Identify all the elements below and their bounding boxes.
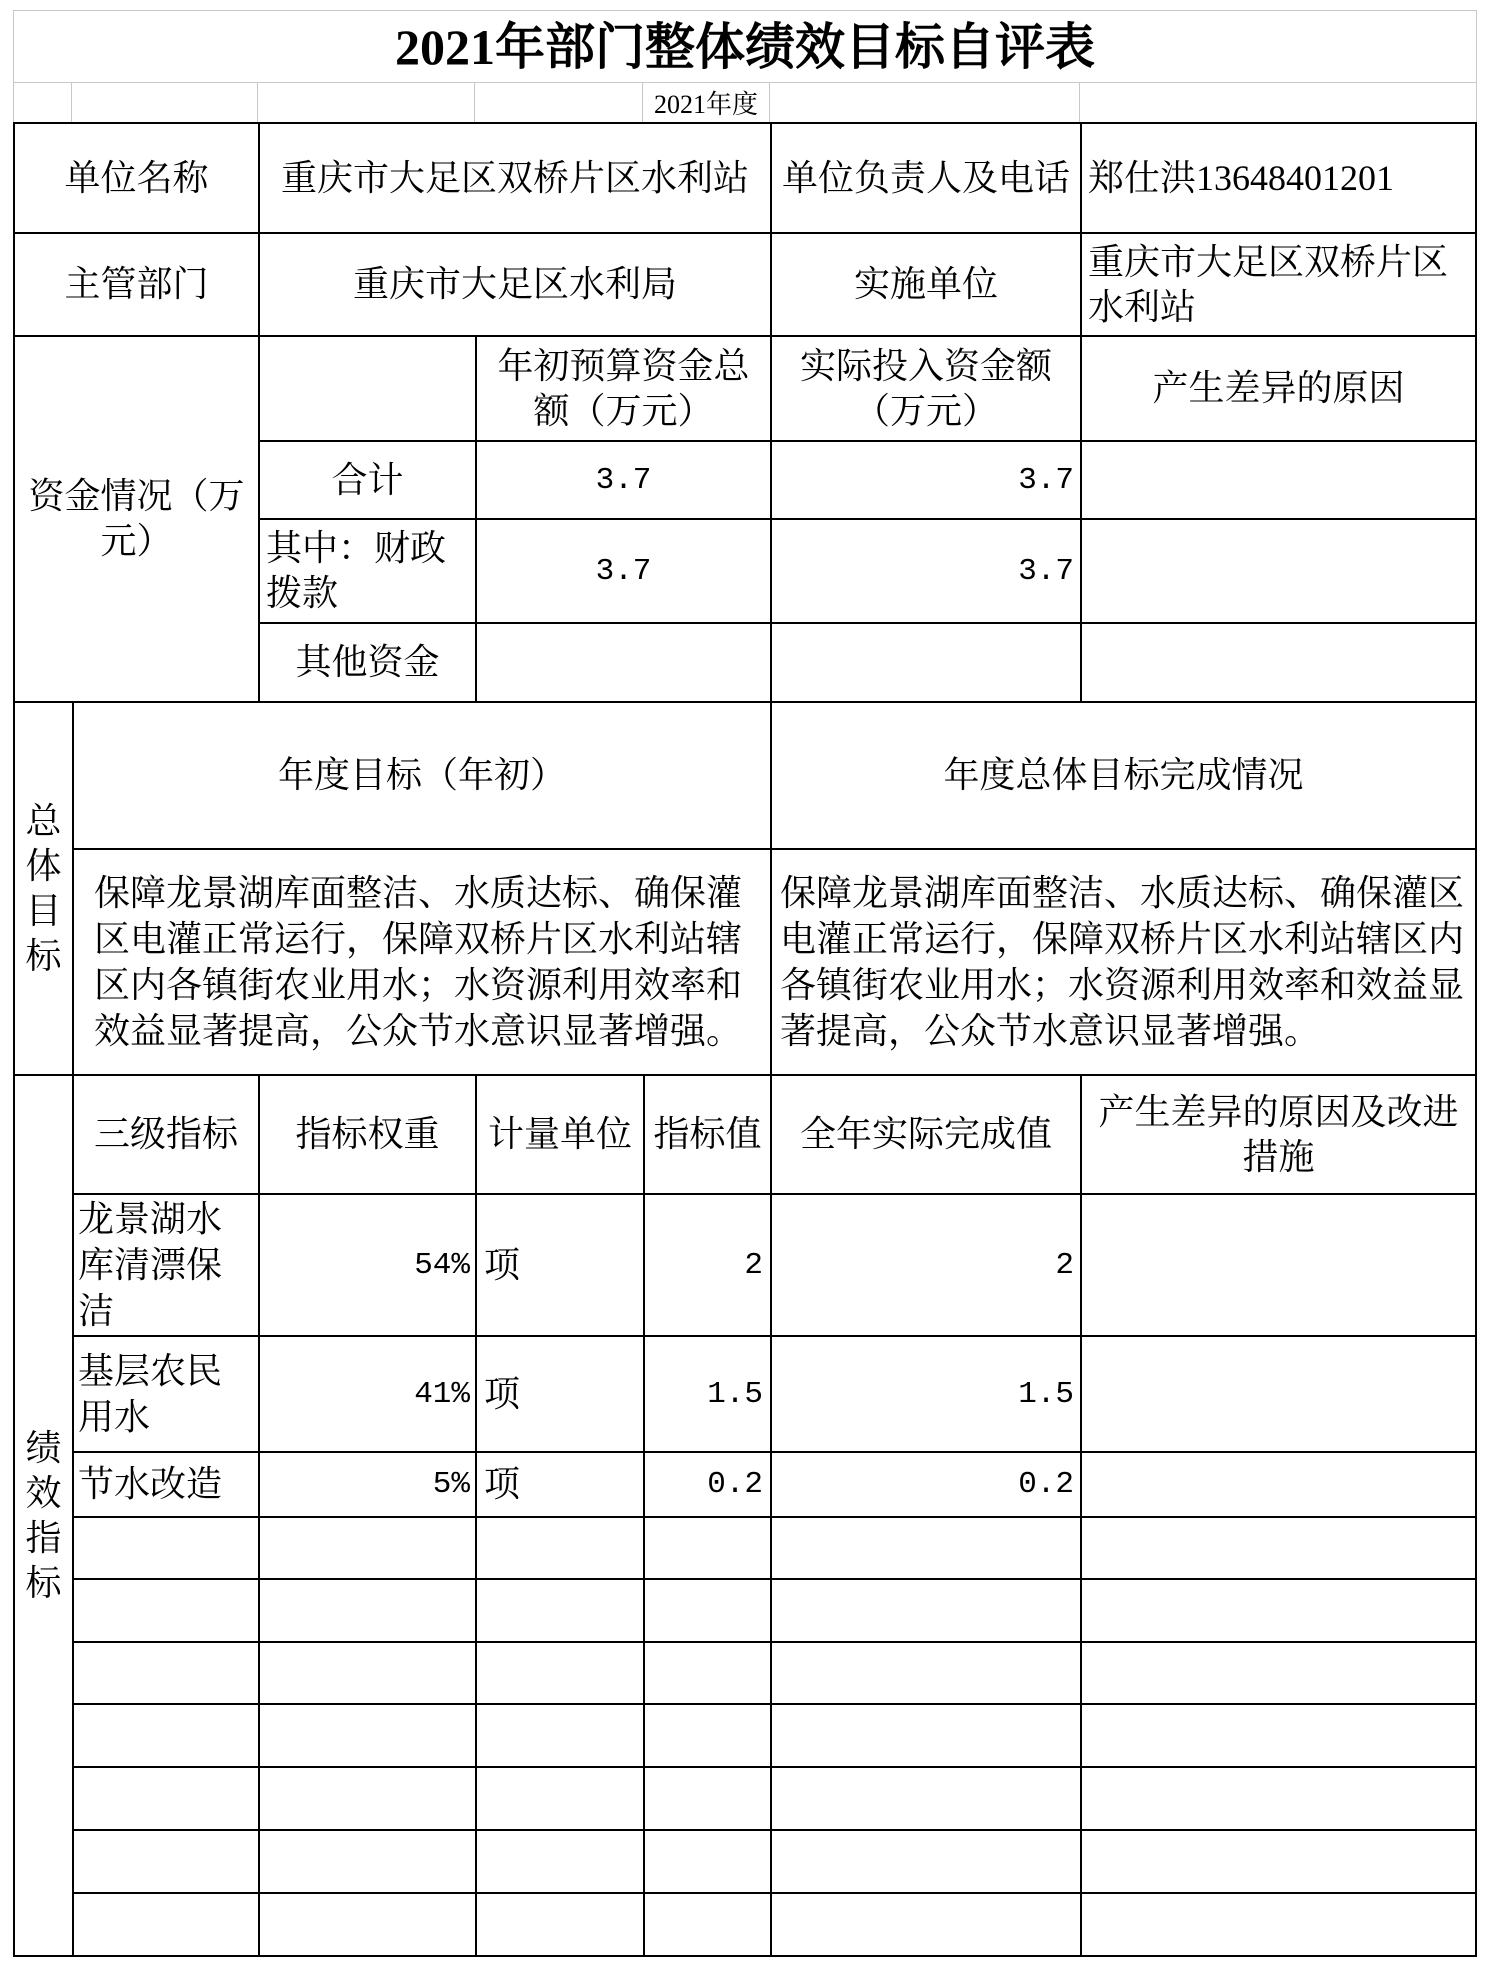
blank-cell	[1080, 83, 1477, 122]
empty-cell	[260, 1705, 475, 1766]
funds-row-name: 其他资金	[260, 624, 475, 701]
annual-goal-header: 年度目标（年初）	[74, 703, 770, 848]
blank-cell	[258, 83, 475, 122]
empty-cell	[74, 1580, 258, 1641]
empty-cell	[477, 1580, 643, 1641]
empty-cell	[1082, 1643, 1475, 1703]
unit-header: 计量单位	[477, 1076, 643, 1193]
empty-cell	[260, 1580, 475, 1641]
empty-cell	[477, 1705, 643, 1766]
empty-cell	[645, 1768, 770, 1829]
indicator-target: 2	[645, 1195, 770, 1335]
funds-reason-header: 产生差异的原因	[1082, 337, 1475, 440]
unit-name-label: 单位名称	[15, 124, 258, 232]
evaluation-table	[13, 122, 1477, 1957]
completion-text: 保障龙景湖库面整洁、水质达标、确保灌区电灌正常运行，保障双桥片区水利站辖区内各镇街农业用水；水资源利用效率和效益显著提高，公众节水意识显著增强。	[772, 850, 1475, 1074]
empty-cell	[1082, 1705, 1475, 1766]
empty-cell	[1082, 1768, 1475, 1829]
empty-cell	[772, 1705, 1080, 1766]
indicator-name: 龙景湖水库清漂保洁	[74, 1195, 258, 1335]
blank-cell	[770, 83, 1080, 122]
empty-cell	[477, 1894, 643, 1955]
department-label: 主管部门	[15, 234, 258, 335]
funds-row-name: 合计	[260, 442, 475, 518]
empty-cell	[260, 1518, 475, 1578]
indicator-actual: 0.2	[772, 1453, 1080, 1516]
empty-cell	[260, 1831, 475, 1892]
empty-cell	[74, 1894, 258, 1955]
indicator-unit: 项	[477, 1337, 643, 1451]
funds-label: 资金情况（万元）	[15, 337, 258, 701]
indicator-target: 1.5	[645, 1337, 770, 1451]
empty-cell	[74, 1518, 258, 1578]
indicator-header: 三级指标	[74, 1076, 258, 1193]
annual-goal-text: 保障龙景湖库面整洁、水质达标、确保灌区电灌正常运行，保障双桥片区水利站辖区内各镇街农业用水；水资源利用效率和效益显著提高，公众节水意识显著增强。	[74, 850, 770, 1074]
indicator-unit: 项	[477, 1453, 643, 1516]
completion-header: 年度总体目标完成情况	[772, 703, 1475, 848]
indicator-weight: 54%	[260, 1195, 475, 1335]
empty-cell	[477, 624, 770, 701]
empty-cell	[1082, 520, 1475, 622]
indicator-weight: 41%	[260, 1337, 475, 1451]
unit-name-value: 重庆市大足区双桥片区水利站	[260, 124, 770, 232]
empty-cell	[74, 1768, 258, 1829]
empty-cell	[477, 1768, 643, 1829]
target-header: 指标值	[645, 1076, 770, 1193]
blank-cell	[72, 83, 258, 122]
empty-cell	[1082, 1453, 1475, 1516]
leader-label: 单位负责人及电话	[772, 124, 1080, 232]
empty-cell	[477, 1643, 643, 1703]
empty-cell	[260, 1768, 475, 1829]
report-title: 2021年部门整体绩效目标自评表	[13, 10, 1477, 83]
funds-row-actual: 3.7	[772, 442, 1080, 518]
empty-cell	[645, 1831, 770, 1892]
empty-cell	[1082, 1337, 1475, 1451]
empty-cell	[645, 1580, 770, 1641]
implementer-value: 重庆市大足区双桥片区水利站	[1082, 234, 1475, 335]
performance-label: 绩效指标	[15, 1076, 72, 1955]
indicator-name: 节水改造	[74, 1453, 258, 1516]
empty-cell	[645, 1643, 770, 1703]
funds-row-budget: 3.7	[477, 520, 770, 622]
weight-header: 指标权重	[260, 1076, 475, 1193]
blank-cell	[475, 83, 643, 122]
actual-header: 全年实际完成值	[772, 1076, 1080, 1193]
empty-cell	[477, 1518, 643, 1578]
indicator-actual: 2	[772, 1195, 1080, 1335]
empty-cell	[1082, 1580, 1475, 1641]
reason-header: 产生差异的原因及改进措施	[1082, 1076, 1475, 1193]
indicator-target: 0.2	[645, 1453, 770, 1516]
overall-goal-label: 总体目标	[15, 703, 72, 1074]
empty-cell	[477, 1831, 643, 1892]
empty-cell	[772, 1518, 1080, 1578]
year-row	[13, 83, 1477, 122]
empty-cell	[645, 1705, 770, 1766]
empty-cell	[260, 1643, 475, 1703]
leader-value: 郑仕洪13648401201	[1082, 124, 1475, 232]
empty-cell	[772, 1643, 1080, 1703]
indicator-actual: 1.5	[772, 1337, 1080, 1451]
empty-cell	[1082, 442, 1475, 518]
empty-cell	[1082, 624, 1475, 701]
department-value: 重庆市大足区水利局	[260, 234, 770, 335]
empty-cell	[772, 1831, 1080, 1892]
funds-row-budget: 3.7	[477, 442, 770, 518]
empty-cell	[260, 337, 475, 440]
empty-cell	[74, 1705, 258, 1766]
report-year: 2021年度	[643, 83, 770, 122]
funds-budget-header: 年初预算资金总额（万元）	[477, 337, 770, 440]
indicator-unit: 项	[477, 1195, 643, 1335]
implementer-label: 实施单位	[772, 234, 1080, 335]
blank-cell	[13, 83, 72, 122]
empty-cell	[772, 624, 1080, 701]
funds-actual-header: 实际投入资金额（万元）	[772, 337, 1080, 440]
empty-cell	[74, 1643, 258, 1703]
empty-cell	[260, 1894, 475, 1955]
empty-cell	[74, 1831, 258, 1892]
empty-cell	[1082, 1831, 1475, 1892]
empty-cell	[645, 1894, 770, 1955]
funds-row-name: 其中：财政拨款	[260, 520, 475, 622]
empty-cell	[772, 1894, 1080, 1955]
empty-cell	[645, 1518, 770, 1578]
indicator-weight: 5%	[260, 1453, 475, 1516]
empty-cell	[1082, 1518, 1475, 1578]
empty-cell	[772, 1580, 1080, 1641]
empty-cell	[1082, 1894, 1475, 1955]
indicator-name: 基层农民用水	[74, 1337, 258, 1451]
empty-cell	[772, 1768, 1080, 1829]
funds-row-actual: 3.7	[772, 520, 1080, 622]
empty-cell	[1082, 1195, 1475, 1335]
